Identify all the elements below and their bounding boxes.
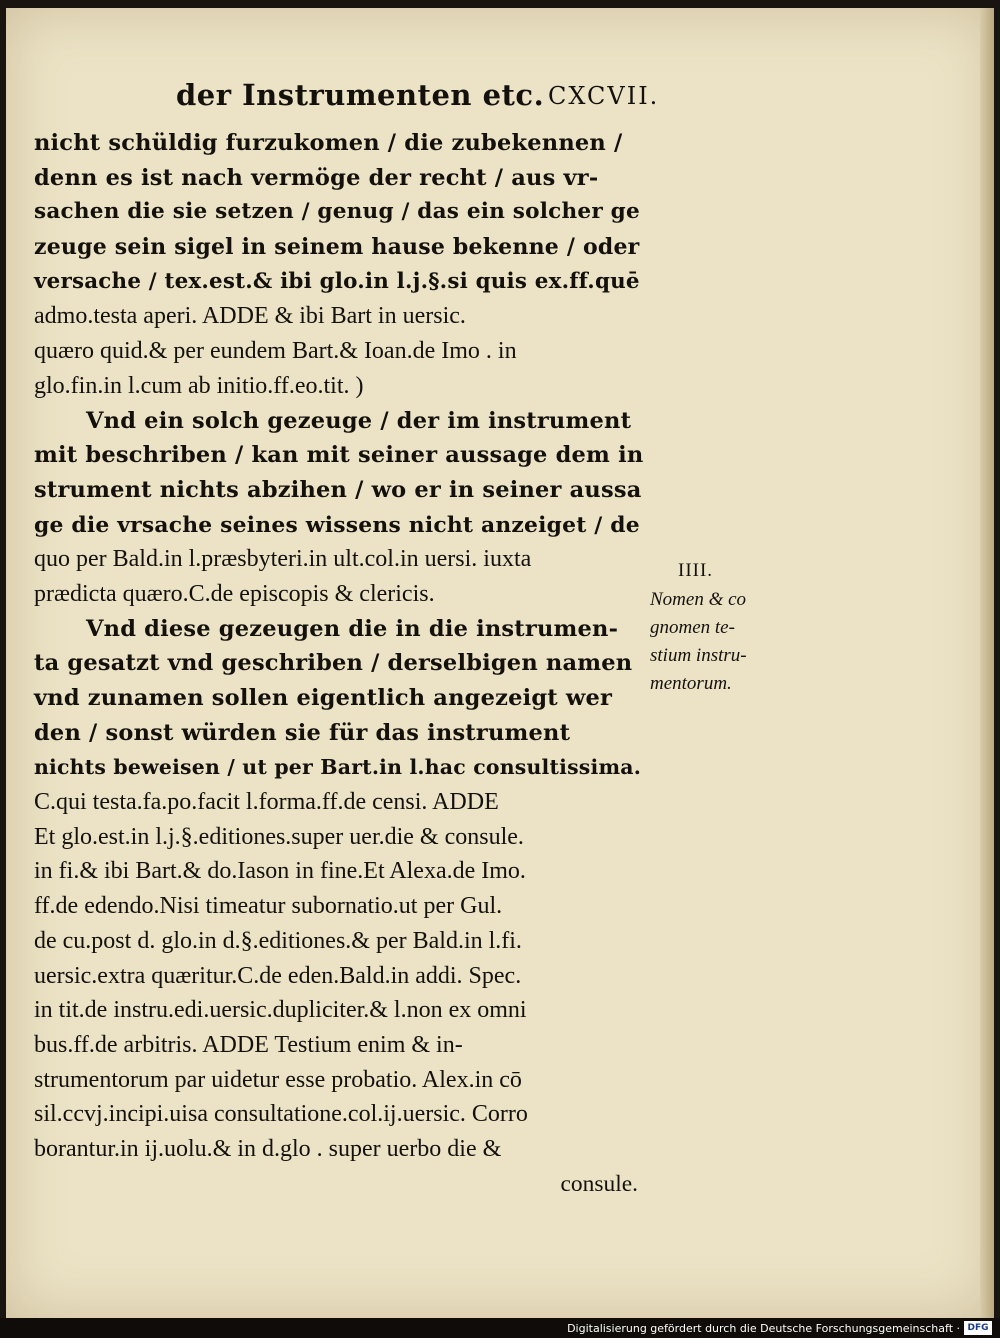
text-line: vnd zunamen sollen eigentlich angezeigt wer (34, 685, 613, 711)
text-line: de cu.post d. glo.in d.§.editiones.& per Bald.in l.fi. (34, 927, 522, 954)
marginal-numeral: IIII. (678, 560, 714, 581)
folio-number: CXCVII. (548, 82, 660, 110)
text-line: strumentorum par uidetur esse probatio. Alex.in cō (34, 1066, 522, 1093)
text-line: uersic.extra quæritur.C.de eden.Bald.in addi. Spec. (34, 962, 522, 989)
text-line: zeuge sein sigel in seinem hause bekenne / oder (34, 234, 640, 261)
text-line: admo.testa aperi. ADDE & ibi Bart in uersic. (34, 303, 466, 330)
text-line: ta gesatzt vnd geschriben / derselbigen namen (34, 650, 633, 677)
text-line: prædicta quæro.C.de episcopis & clericis. (34, 580, 435, 607)
text-line: C.qui testa.fa.po.facit l.forma.ff.de censi. ADDE (34, 789, 499, 816)
marginal-line: stium instru- (650, 645, 747, 666)
marginal-line: gnomen te- (650, 617, 735, 638)
text-line: strument nichts abzihen / wo er in seiner aussa (34, 476, 642, 503)
text-line: ge die vrsache seines wissens nicht anzeiget / de (34, 511, 640, 538)
text-line: Et glo.est.in l.j.§.editiones.super uer.die & consule. (34, 823, 524, 850)
text-line: sil.ccvj.incipi.uisa consultatione.col.ij.uersic. Corro (34, 1101, 528, 1128)
text-line: borantur.in ij.uolu.& in d.glo . super uerbo die & (34, 1135, 502, 1162)
page-edge (980, 8, 994, 1318)
text-line: ff.de edendo.Nisi timeatur subornatio.ut per Gul. (34, 893, 503, 920)
text-line: versache / tex.est.& ibi glo.in l.j.§.si quis ex.ff.quē (34, 268, 640, 294)
funding-credit: Digitalisierung gefördert durch die Deutsche Forschungsgemeinschaft · (567, 1322, 960, 1335)
main-text-block (34, 126, 646, 1201)
text-line: glo.fin.in l.cum ab initio.ff.eo.tit. ) (34, 372, 364, 399)
running-head: der Instrumenten etc. (176, 78, 545, 112)
text-line: den / sonst würden sie für das instrument (34, 719, 571, 746)
text-line: quo per Bald.in l.præsbyteri.in ult.col.in uersi. iuxta (34, 546, 532, 573)
text-line: quæro quid.& per eundem Bart.& Ioan.de Imo . in (34, 338, 517, 365)
text-line: denn es ist nach vermöge der recht / aus vr- (34, 164, 599, 191)
marginal-line: Nomen & co (650, 589, 747, 610)
text-line: sachen die sie setzen / genug / das ein solcher ge (34, 199, 640, 225)
text-line: in tit.de instru.edi.uersic.dupliciter.& l.non ex omni (34, 997, 527, 1024)
text-line: nicht schüldig furzukomen / die zubekennen / (34, 130, 623, 156)
text-line: nichts beweisen / ut per Bart.in l.hac consultissima. (34, 755, 642, 780)
dfg-logo: DFG (964, 1321, 992, 1335)
text-line: in fi.& ibi Bart.& do.Iason in fine.Et Alexa.de Imo. (34, 858, 526, 885)
text-line: Vnd ein solch gezeuge / der im instrument (86, 407, 632, 434)
text-line: Vnd diese gezeugen die in die instrumen- (86, 615, 619, 642)
text-line: mit beschriben / kan mit seiner aussage dem in (34, 442, 644, 469)
marginal-line: mentorum. (650, 673, 732, 694)
text-line: consule. (560, 1170, 638, 1197)
marginal-note (650, 556, 800, 698)
text-line: bus.ff.de arbitris. ADDE Testium enim & in- (34, 1031, 463, 1058)
